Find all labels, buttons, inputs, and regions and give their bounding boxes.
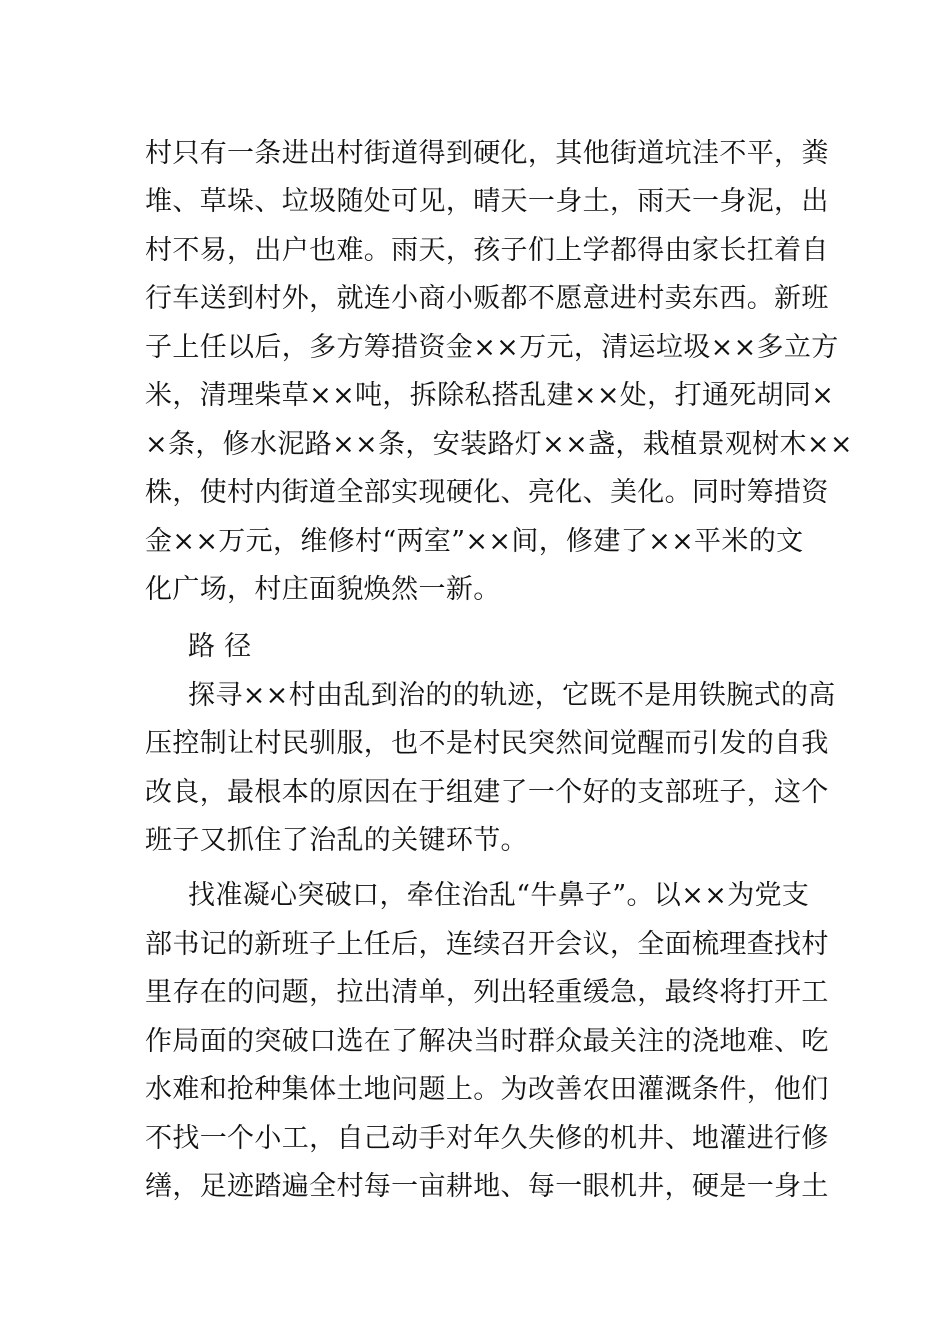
paragraph-1-line-1: 村只有一条进出村街道得到硬化，其他街道坑洼不平，粪 [145,138,829,169]
paragraph-1-line-3: 村不易，出户也难。雨天，孩子们上学都得由家长扛着自 [145,235,829,266]
paragraph-1-line-5: 子上任以后，多方筹措资金××万元，清运垃圾××多立方 [145,332,839,363]
paragraph-1-line-8: 株，使村内街道全部实现硬化、亮化、美化。同时筹措资 [145,477,829,508]
paragraph-3-line-7: 缮，足迹踏遍全村每一亩耕地、每一眼机井，硬是一身土 [145,1171,829,1202]
paragraph-2-line-2: 压控制让村民驯服，也不是村民突然间觉醒而引发的自我 [145,728,829,759]
paragraph-1-line-7: ×条，修水泥路××条，安装路灯××盏，栽植景观树木×× [145,429,853,460]
section-heading: 路 径 [188,631,252,662]
paragraph-1-line-10: 化广场，村庄面貌焕然一新。 [145,574,501,605]
paragraph-2-line-1: 探寻××村由乱到治的的轨迹，它既不是用铁腕式的高 [188,680,836,711]
paragraph-3-line-6: 不找一个小工，自己动手对年久失修的机井、地灌进行修 [145,1123,829,1154]
paragraph-3-line-4: 作局面的突破口选在了解决当时群众最关注的浇地难、吃 [145,1026,829,1057]
paragraph-1-line-2: 堆、草垛、垃圾随处可见，晴天一身土，雨天一身泥，出 [145,186,829,217]
paragraph-3-line-1: 找准凝心突破口，牵住治乱“牛鼻子”。以××为党支 [188,880,810,911]
paragraph-2-line-3: 改良，最根本的原因在于组建了一个好的支部班子，这个 [145,777,829,808]
paragraph-1-line-9: 金××万元，维修村“两室”××间，修建了××平米的文 [145,526,804,557]
paragraph-2-line-4: 班子又抓住了治乱的关键环节。 [145,825,528,856]
paragraph-1-line-4: 行车送到村外，就连小商小贩都不愿意进村卖东西。新班 [145,283,829,314]
paragraph-3-line-2: 部书记的新班子上任后，连续召开会议，全面梳理查找村 [145,929,829,960]
paragraph-3-line-5: 水难和抢种集体土地问题上。为改善农田灌溉条件，他们 [145,1074,829,1105]
paragraph-1-line-6: 米，清理柴草××吨，拆除私搭乱建××处，打通死胡同× [145,380,835,411]
paragraph-3-line-3: 里存在的问题，拉出清单，列出轻重缓急，最终将打开工 [145,977,829,1008]
